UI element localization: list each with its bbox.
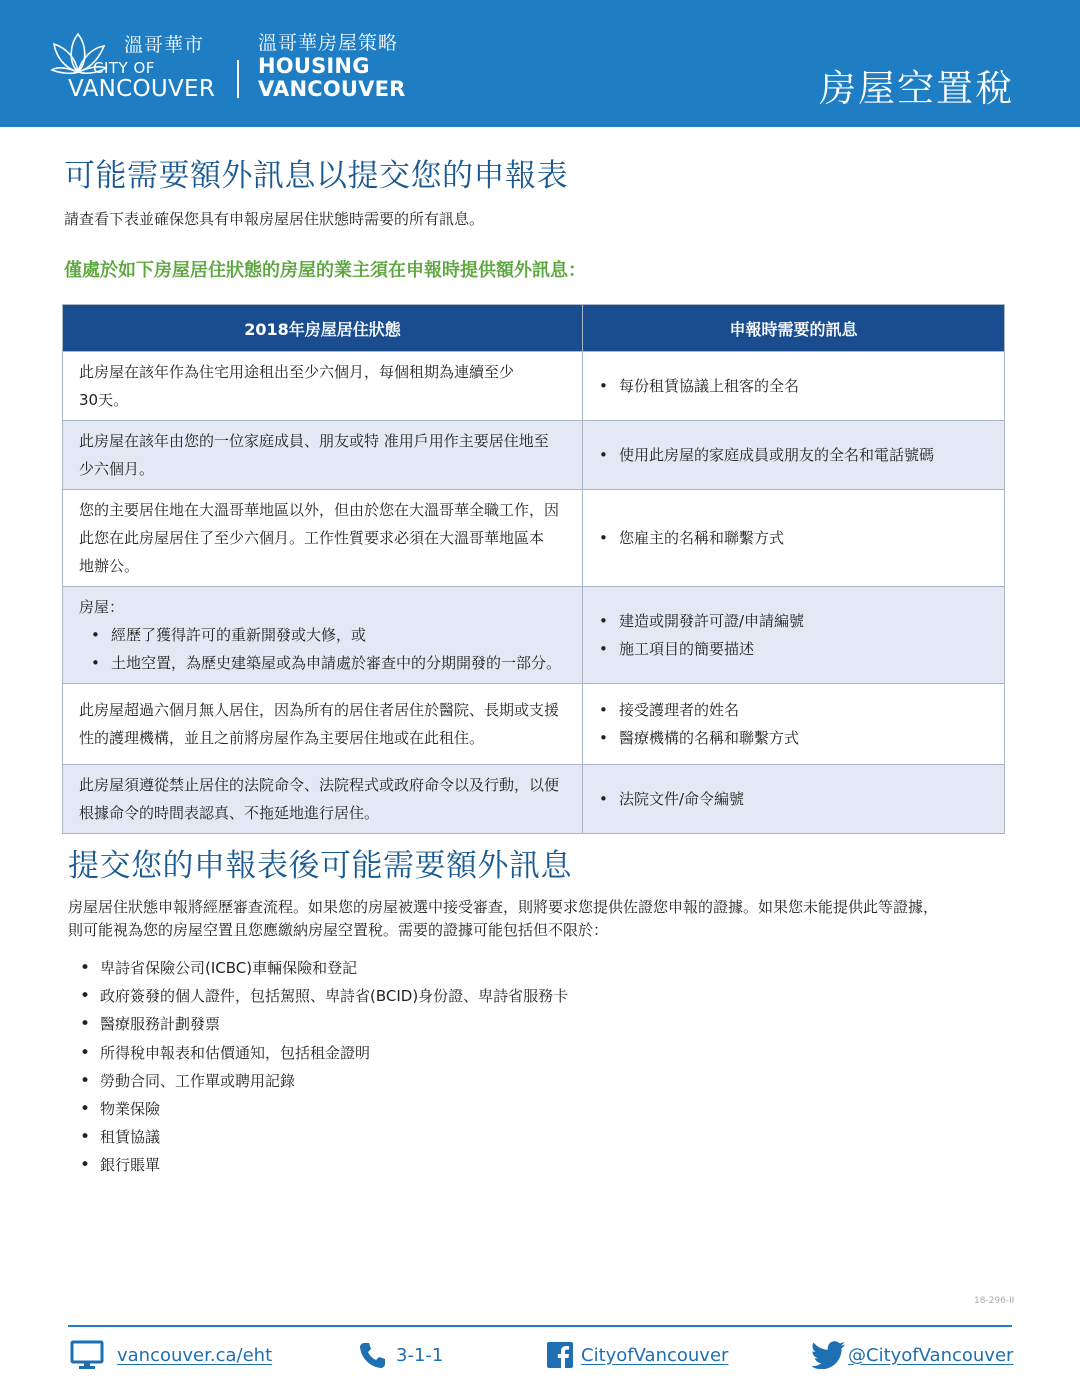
status-line: 您的主要居住地在大溫哥華地區以外，但由於您在大溫哥華全職工作，因 [79,501,560,519]
section1-heading: 可能需要額外訊息以提交您的申報表 [64,158,568,194]
list-item: • 物業保險 [80,1096,568,1124]
section2-heading: 提交您的申報表後可能需要額外訊息 [68,848,572,884]
twitter-icon [812,1341,846,1369]
info-item: • 每份租賃協議上租客的全名 [599,372,994,400]
phone-link[interactable] [358,1340,443,1370]
status-line: 性的護理機構，並且之前將房屋作為主要居住地或在此租住。 [79,729,485,747]
facebook-text[interactable]: CityofVancouver [581,1344,729,1366]
info-item: • 建造或開發許可證/申請編號 [599,607,994,635]
document-code: 18-296-II [974,1296,1015,1306]
logo-divider [237,60,239,98]
column-header-info: 申報時需要的訊息 [583,305,1005,352]
paragraph-line: 則可能視為您的房屋空置且您應繳納房屋空置稅。需要的證據可能包括但不限於： [68,921,609,939]
list-item: • 勞動合同、工作單或聘用記錄 [80,1068,568,1096]
status-cell [63,765,583,834]
list-item: • 政府簽發的個人證件，包括駕照、卑詩省(BCID)身份證、卑詩省服務卡 [80,983,568,1011]
section1-intro: 請查看下表並確保您具有申報房屋居住狀態時需要的所有訊息。 [64,210,485,228]
list-item: • 銀行賬單 [80,1152,568,1180]
facebook-link[interactable] [547,1340,728,1370]
status-line: 此房屋須遵從禁止居住的法院命令、法院程式或政府命令以及行動，以便 [79,776,560,794]
table-row [63,765,1005,834]
column-header-status: 2018年房屋居住狀態 [63,305,583,352]
twitter-text[interactable]: @CityofVancouver [848,1344,1014,1366]
city-logo-chinese: 溫哥華市 [124,34,205,56]
housing-logo-chinese: 溫哥華房屋策略 [258,32,399,54]
info-item: • 法院文件/命令編號 [599,785,994,813]
status-line: 根據命令的時間表認真、不拖延地進行居住。 [79,804,380,822]
header-banner [0,0,1080,127]
list-item: • 醫療服務計劃發票 [80,1011,568,1039]
city-logo-vancouver: VANCOUVER [68,76,216,102]
list-item: • 租賃協議 [80,1124,568,1152]
table-row [63,587,1005,684]
list-item: • 所得稅申報表和估價通知，包括租金證明 [80,1040,568,1068]
status-line: 30天。 [79,391,129,409]
status-line: 此房屋在該年由您的一位家庭成員、朋友或特 准用戶用作主要居住地至 [79,432,549,450]
table-row [63,684,1005,765]
table-header-row [63,305,1005,352]
city-logo-city-of: CITY OF [93,59,155,77]
info-cell [583,490,1005,587]
info-item: • 接受護理者的姓名 [599,696,994,724]
requirements-table [62,304,1005,834]
status-line: 此房屋在該年作為住宅用途租出至少六個月，每個租期為連續至少 [79,363,515,381]
monitor-icon [70,1340,104,1370]
info-item: • 施工項目的簡要描述 [599,635,994,663]
status-cell [63,684,583,765]
status-cell [63,421,583,490]
info-cell [583,684,1005,765]
facebook-icon [547,1342,573,1368]
status-bullet: • 土地空置，為歷史建築屋或為申請處於審查中的分期開發的一部分。 [79,649,572,677]
housing-vancouver-logo[interactable] [258,28,406,101]
status-cell [63,352,583,421]
info-cell [583,421,1005,490]
info-cell [583,352,1005,421]
footer-divider [68,1325,1012,1327]
status-line: 少六個月。 [79,460,155,478]
paragraph-line: 房屋居住狀態申報將經歷審查流程。如果您的房屋被選中接受審查，則將要求您提供佐證您申報的證據。如果您未能提供此等證據， [68,898,939,916]
status-bullet: • 經歷了獲得許可的重新開發或大修，或 [79,621,572,649]
status-line: 此您在此房屋居住了至少六個月。工作性質要求必須在大溫哥華地區本 [79,529,545,547]
website-link[interactable] [70,1340,272,1370]
status-cell [63,490,583,587]
section2-paragraph [68,896,1018,942]
status-cell [63,587,583,684]
phone-icon [358,1341,386,1369]
housing-logo-line2: VANCOUVER [258,77,406,101]
evidence-list [80,955,568,1181]
status-line: 地辦公。 [79,557,140,575]
section1-subheading: 僅處於如下房屋居住狀態的房屋的業主須在申報時提供額外訊息： [64,260,586,281]
info-cell [583,587,1005,684]
city-of-vancouver-logo[interactable] [48,28,223,103]
phone-text[interactable]: 3-1-1 [396,1344,444,1366]
table-row [63,490,1005,587]
housing-logo-line1: HOUSING [258,54,370,78]
table-row [63,352,1005,421]
list-item: • 卑詩省保險公司(ICBC)車輛保險和登記 [80,955,568,983]
info-cell [583,765,1005,834]
page-title: 房屋空置稅 [819,67,1014,110]
twitter-link[interactable] [812,1340,1013,1370]
status-line: 此房屋超過六個月無人居住，因為所有的居住者居住於醫院、長期或支援 [79,701,560,719]
table-row [63,421,1005,490]
status-line: 房屋： [79,598,125,616]
info-item: • 您雇主的名稱和聯繫方式 [599,524,994,552]
website-text[interactable]: vancouver.ca/eht [117,1344,273,1366]
info-item: • 使用此房屋的家庭成員或朋友的全名和電話號碼 [599,441,994,469]
info-item: • 醫療機構的名稱和聯繫方式 [599,724,994,752]
